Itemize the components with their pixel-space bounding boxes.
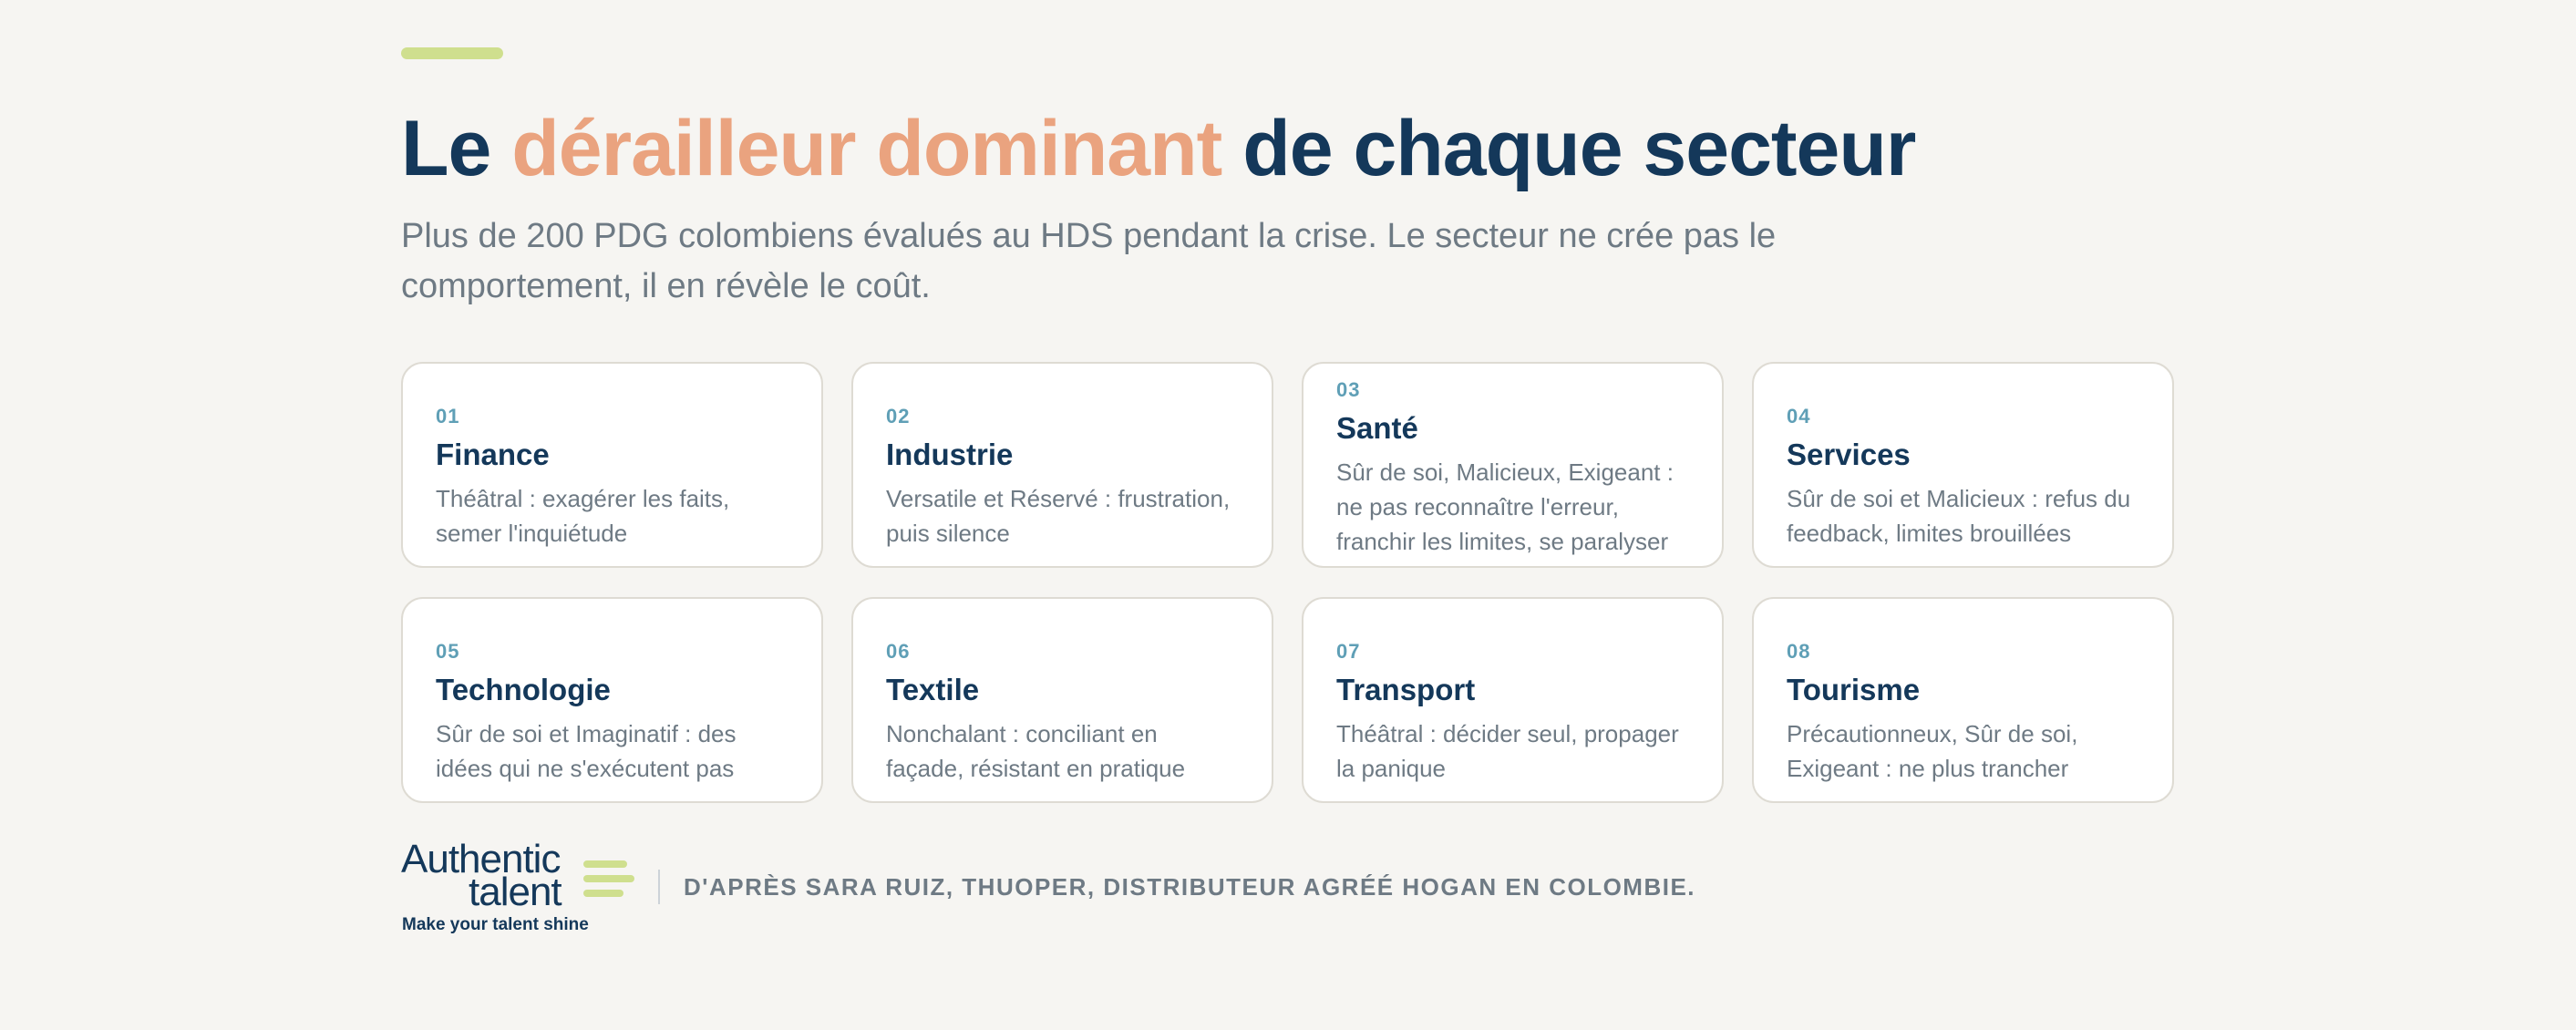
card-description: Théâtral : décider seul, propager la panique [1336, 720, 1679, 782]
authentic-talent-logo [401, 837, 638, 937]
card-number: 08 [1787, 640, 1811, 663]
card-number: 07 [1336, 640, 1361, 663]
card-description: Sûr de soi, Malicieux, Exigeant : ne pas reconnaître l'erreur, franchir les limites, se paralyser [1336, 458, 1674, 555]
title-part2: de chaque secteur [1221, 105, 1916, 192]
card-title: Textile [886, 673, 980, 706]
card-number: 06 [886, 640, 911, 663]
card-number: 01 [436, 405, 460, 427]
footer [401, 837, 1695, 937]
sector-card-services [1752, 362, 2174, 568]
card-description: Versatile et Réservé : frustration, puis silence [886, 485, 1231, 547]
logo-lines-icon [583, 860, 638, 906]
sector-card-finance [401, 362, 823, 568]
footer-divider [658, 870, 660, 904]
accent-bar [401, 47, 503, 59]
card-title: Technologie [436, 673, 611, 706]
card-description: Précautionneux, Sûr de soi, Exigeant : ne plus trancher [1787, 720, 2078, 782]
card-number: 02 [886, 405, 911, 427]
card-description: Théâtral : exagérer les faits, semer l'inquiétude [436, 485, 730, 547]
card-title: Santé [1336, 411, 1418, 445]
page-subtitle: Plus de 200 PDG colombiens évalués au HDS pendant la crise. Le secteur ne crée pas le comportement, il en révèle le coût. [401, 217, 1777, 305]
card-number: 05 [436, 640, 460, 663]
logo-word-authentic: Authentic [401, 837, 561, 881]
sector-card-transport [1302, 597, 1724, 803]
card-description: Nonchalant : conciliant en façade, résistant en pratique [886, 720, 1186, 782]
card-title: Transport [1336, 673, 1476, 706]
page-title [401, 102, 1915, 196]
card-title: Finance [436, 438, 550, 471]
title-part1: Le [401, 105, 512, 192]
title-highlight: dérailleur dominant [511, 105, 1222, 192]
sector-card-technologie [401, 597, 823, 803]
card-description: Sûr de soi et Malicieux : refus du feedback, limites brouillées [1787, 485, 2131, 547]
logo-tagline: Make your talent shine [402, 915, 589, 934]
card-title: Tourisme [1787, 673, 1921, 706]
logo-word-talent: talent [469, 870, 562, 914]
sector-card-sante [1302, 362, 1724, 568]
card-title: Industrie [886, 438, 1014, 471]
card-description: Sûr de soi et Imaginatif : des idées qui ne s'exécutent pas [436, 720, 737, 782]
sector-grid [401, 362, 2174, 803]
card-number: 03 [1336, 378, 1361, 401]
source-credit: D'APRÈS SARA RUIZ, THUOPER, DISTRIBUTEUR AGRÉÉ HOGAN EN COLOMBIE. [684, 872, 1696, 901]
card-title: Services [1787, 438, 1911, 471]
sector-card-tourisme [1752, 597, 2174, 803]
sector-card-textile [851, 597, 1273, 803]
card-number: 04 [1787, 405, 1811, 427]
sector-card-industrie [851, 362, 1273, 568]
